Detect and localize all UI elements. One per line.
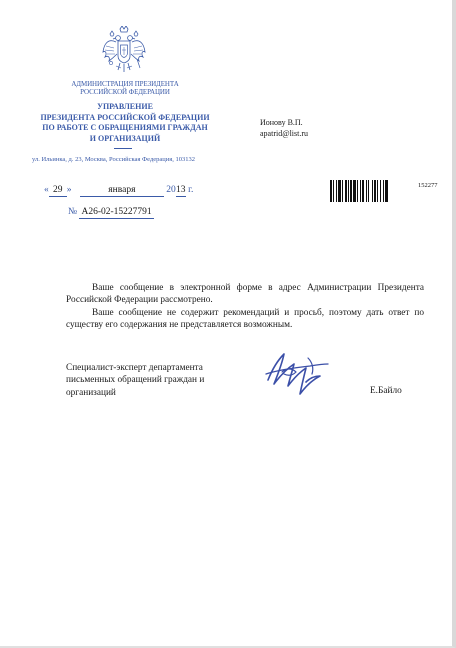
barcode-bar <box>362 180 364 202</box>
barcode-bar <box>377 180 378 202</box>
signer-name: Е.Байло <box>370 386 402 396</box>
date-year-suffix: 13 <box>176 185 186 195</box>
agency-header-small <box>54 80 196 96</box>
reference-value: А26-02-15227791 <box>81 207 152 217</box>
letter-date <box>44 184 193 197</box>
barcode-bar <box>338 180 341 202</box>
barcode-bar <box>360 180 361 202</box>
signer-title-line: Специалист-эксперт департамента <box>66 363 203 373</box>
date-year-mark: г. <box>188 185 194 195</box>
barcode-bar <box>348 180 349 202</box>
recipient-name: Ионову В.П. <box>260 118 303 127</box>
barcode-number: 152277 <box>418 182 438 189</box>
agency-main-line: УПРАВЛЕНИЕ <box>97 102 153 111</box>
body-paragraph: Ваше сообщение не содержит рекомендаций и просьб, поэтому дать ответ по существу его содержания не представляется возможным. <box>66 307 424 331</box>
barcode <box>330 180 412 202</box>
recipient-email: apatrid@list.ru <box>260 129 309 138</box>
barcode-bar <box>345 180 347 202</box>
reference-number <box>68 206 154 219</box>
barcode-bar <box>374 180 376 202</box>
barcode-bar <box>357 180 358 202</box>
barcode-bar <box>372 180 373 202</box>
signer-title-line: письменных обращений граждан и <box>66 375 205 386</box>
reference-prefix: № <box>68 207 78 217</box>
agency-main-line: ПРЕЗИДЕНТА РОССИЙСКОЙ ФЕДЕРАЦИИ <box>40 112 210 122</box>
barcode-bar <box>366 180 367 202</box>
barcode-bar <box>342 180 343 202</box>
barcode-bar <box>368 180 369 202</box>
date-month: января <box>80 184 164 197</box>
agency-address: ул. Ильинка, д. 23, Москва, Российская Федерация, 103132 <box>32 156 196 163</box>
agency-header-main <box>40 102 210 144</box>
barcode-bar <box>383 180 384 202</box>
date-year-prefix: 20 <box>166 185 176 195</box>
date-open-quote: « <box>44 185 49 195</box>
barcode-bar <box>330 180 332 202</box>
body-paragraph: Ваше сообщение в электронной форме в адрес Администрации Президента Российской Федерации рассмотрено. <box>66 283 424 306</box>
recipient-block <box>260 117 308 139</box>
signer-title-line: организаций <box>66 387 116 398</box>
agency-main-line: И ОРГАНИЗАЦИЙ <box>89 133 161 143</box>
agency-divider <box>114 148 132 149</box>
letter-body <box>66 282 424 332</box>
barcode-bar <box>336 180 337 202</box>
coat-of-arms-icon <box>102 26 146 74</box>
barcode-bar <box>353 180 356 202</box>
handwritten-signature <box>262 346 332 400</box>
date-day: 29 <box>49 184 67 197</box>
agency-top-line: АДМИНИСТРАЦИЯ ПРЕЗИДЕНТА <box>71 80 179 88</box>
date-close-quote: » <box>66 185 72 195</box>
barcode-bar <box>380 180 381 202</box>
barcode-bar <box>385 180 388 202</box>
barcode-bar <box>333 180 334 202</box>
agency-main-line: ПО РАБОТЕ С ОБРАЩЕНИЯМИ ГРАЖДАН <box>42 123 208 132</box>
signer-title <box>66 362 246 399</box>
agency-top-line: РОССИЙСКОЙ ФЕДЕРАЦИИ <box>80 88 170 96</box>
barcode-bar <box>350 180 352 202</box>
